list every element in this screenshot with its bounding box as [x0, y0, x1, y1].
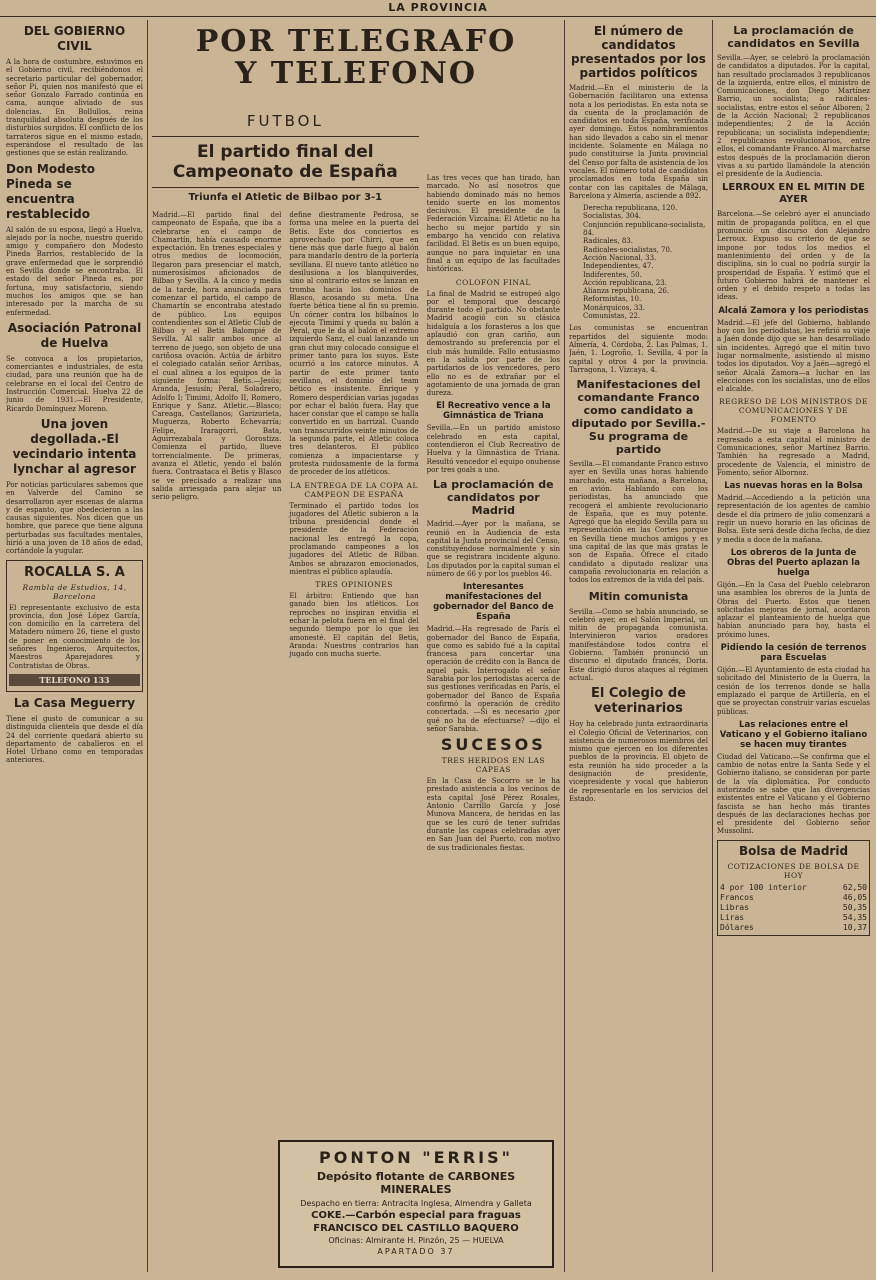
title-por-telegrafo: POR TELEGRAFO: [195, 24, 517, 59]
column-4: [717, 20, 870, 1272]
headline-gobierno-civil: DEL GOBIERNO CIVIL: [23, 24, 126, 53]
article-proclamacion-madrid: Madrid.—Ayer por la mañana, se reunió en la Audiencia de esta capital la Junta provincial del Censo, constituyéndose normalmente y sin que se registrara incidente alguno. Los diputados por la capital suman el número de 66 y por los pueblos 46.: [426, 520, 560, 578]
article-colofon: La final de Madrid se estropeó algo por el temporal que descargó durante todo el partido. No obstante Madrid acogió con su clásica hidalguía a los forasteros a los que aplaudió con gran cariño, aun demostrando su preferencia por el club más humilde. Fallo entusiasmo en la salida por parte de los partidarios de los vencedores, pero ello no es de extrañar por el agotamiento de una jornada de gran dureza.: [426, 289, 560, 398]
ad-ponton-line2: COKE.—Carbón especial para fraguas: [311, 1210, 521, 1221]
headline-tres-heridos: TRES HERIDOS EN LAS CAPEAS: [441, 756, 546, 775]
headline-vaticano: Las relaciones entre el Vaticano y el Gobierno italiano se hacen muy tirantes: [719, 719, 868, 750]
ad-ponton-line5: APARTADO 37: [377, 1247, 455, 1256]
bolsa-name: 4 por 100 interior: [720, 882, 807, 892]
headline-casa-meguerry: La Casa Meguerry: [13, 695, 136, 710]
party-list: [569, 204, 708, 320]
article-cesion-terrenos: Gijón.—El Ayuntamiento de esta ciudad ha solicitado del Ministerio de la Guerra, la cesión de los terrenos donde se halla emplazado el parque de Artillería, en el que se proyectan construir varias escuelas públicas.: [717, 666, 870, 716]
bolsa-madrid-box: [717, 840, 870, 936]
headline-sucesos: SUCESOS: [440, 735, 546, 755]
article-numero-candidatos: Madrid.—En el ministerio de la Gobernación facilitaron una extensa nota a los periodistas. En esta nota se da cuenta de la proclamación de candidatos en toda España, verificada ayer domingo. Estos nombramientos han sido llevados a cabo sin el menor incidente. Solamente en Málaga no pudo constituirse la Junta provincial del Censo por falta de asistencia de los vocales. El número total de candidatos proclamados en toda España sin contar con las capitales de Málaga, Barcelona y Almería, asciende a 892.: [569, 84, 708, 200]
ad-ponton-subtitle: Depósito flotante de CARBONES MINERALES: [316, 1170, 516, 1196]
party-item: Monárquicos, 33.: [583, 303, 645, 312]
article-colegio-veterinarios: Hoy ha celebrado junta extraordinaria el Colegio Oficial de Veterinarios, con asistencia de numerosos miembros del mismo que ejercen en los diferentes pueblos de la provincia. El objeto de esta reunión ha sido proceder a la designación de presidente, vicepresidente y vocal que habieron de representarle en los servicios del Estado.: [569, 720, 708, 803]
headline-regreso-ministros: REGRESO DE LOS MINISTROS DE COMUNICACIONES Y DE FOMENTO: [718, 397, 869, 425]
ad-rocalla-body: El representante exclusivo de esta provincia, don José López García, con domicilio en la carretera del Matadero número 26, tiene el gusto de poner en conocimiento de los señores Ingenieros, Arquitectos, Maestros Aparejadores y Contratistas de Obras.: [9, 603, 140, 670]
party-item: Acción republicana, 23.: [583, 278, 667, 287]
article-alcala-zamora: Madrid.—El jefe del Gobierno, hablando hoy con los periodistas, les refirió su viaje a Jaén donde dijo que se han desarrollado sin incidentes. Agregó que el mitin tuvo lugar normalmente, asistiendo al mismo todos los diputados. Voy a Jaén—agregó el señor Alcalá Zamora—a luchar en las elecciones con los socialistas, uno de ellos el alcalde.: [717, 318, 870, 394]
article-futbol-part3: Las tres veces que han tirado, han marcado. No así nosotros que habiendo dominado más no hemos tenido suerte en los momentos decisivos. El presidente de la Federación Vizcaína: El Atletic no ha hecho su mejor partido y sin embargo ha vencido con relativa facilidad. El Betis es un buen equipo, aunque no para inquietar en una final a un equipo de las facultades históricas.: [426, 174, 560, 274]
ad-ponton-line1: Despacho en tierra: Antracita Inglesa, Almendra y Galleta: [300, 1199, 532, 1208]
column-rule: [712, 20, 713, 1272]
center-columns: [152, 94, 560, 856]
bolsa-row: [720, 883, 867, 893]
article-obreros-puerto: Gijón.—En la Casa del Pueblo celebraron una asamblea los obreros de la Junta de Obras del Puerto. Estos que tienen solicitadas mejoras de jornal, acordaron aplazar el planteamiento de huelga que habían anunciado para hoy, hasta el próximo lunes.: [717, 580, 870, 639]
ad-ponton-line3: FRANCISCO DEL CASTILLO BAQUERO: [313, 1223, 519, 1234]
bolsa-name: Libras: [720, 902, 749, 912]
headline-proclamacion-sevilla: La proclamación de candidatos en Sevilla: [727, 24, 860, 50]
article-proclamacion-sevilla: Sevilla.—Ayer, se celebró la proclamación de candidatos a diputados. Por la capital, han resultado proclamados 3 republicanos de la izquierda, entre ellos, el ministro de Comunicaciones, don Diego Martínez Barrio, un socialista; a radicales-socialistas, entre estos el señor Alboren; 2 de la Acción Nacional; 2 republicanos independientes; 2 de la Acción republicana; un socialista independiente; 2 republicanos revolucionarios, entre ellos, el comandante Franco. Al marcharse estos después de la proclamación dieron vivas a su partido llamándole la atención el presidente de la Audiencia.: [717, 54, 870, 179]
bolsa-value: 62,50: [842, 882, 867, 892]
bolsa-value: 46,05: [842, 892, 867, 902]
headline-asociacion-patronal: Asociación Patronal de Huelva: [7, 320, 142, 350]
column-rule: [147, 20, 148, 1272]
article-asociacion-patronal: Se convoca a los propietarios, comerciantes e industriales, de esta ciudad, para una reunión que ha de celebrarse en el local del Centro de Instrucción Comercial. Huelva 22 de junio de 1931.—El Presidente, Ricardo Domínguez Moreno.: [6, 354, 143, 413]
party-item: Derecha republicana, 120.: [583, 204, 678, 213]
futbol-block: [152, 94, 419, 856]
bolsa-name: Dólares: [720, 922, 754, 932]
bolsa-value: 54,35: [842, 912, 867, 922]
party-item: Acción Nacional, 33.: [583, 253, 657, 262]
party-item: Reformistas, 10.: [583, 295, 642, 304]
headline-recreativo: El Recreativo vence a la Gimnástica de Triana: [436, 401, 551, 422]
center-section: [152, 20, 560, 1272]
headline-proclamacion-madrid: La proclamación de candidatos por Madrid: [433, 478, 554, 518]
column-rule: [564, 20, 565, 1272]
headline-joven-degollada: Una joven degollada.-El vecindario intenta lynchar al agresor: [12, 416, 137, 476]
headline-alcala-zamora: Alcalá Zamora y los periodistas: [718, 305, 869, 316]
article-modesto-pineda: Al salón de su esposa, llegó a Huelva, alejado por la noche, nuestro querido amigo y compañero don Modesto Pineda Barrios, restablecido de la grave enfermedad que le sorprendió en Sevilla donde se encontraba. El estado del señor Pineda es, por fortuna, muy satisfactorio, siendo muchos los amigos que se han interesado por la marcha de su enfermedad.: [6, 225, 143, 317]
headline-partido-final: El partido final del Campeonato de España: [152, 136, 419, 188]
ad-rocalla-phone: TELEFONO 133: [9, 674, 140, 686]
column-1: [6, 20, 143, 1272]
headline-comandante-franco: Manifestaciones del comandante Franco como candidato a diputado por Sevilla.-Su programa de partido: [571, 378, 706, 457]
party-item: Indiferentes, 50.: [583, 270, 642, 279]
article-joven-degollada: Por noticias particulares sabemos que en Valverde del Camino se desarrollaron ayer escenas de alarma y de espanto, que obedecieron a las causas siguientes. Nos dicen que un hombre, que parece que tiene alguna perturbadas sus facultades mentales, hirió a una joven de 18 años de edad, cortándole la yugular.: [6, 480, 143, 556]
article-futbol-part2: define diestramente Pedrosa, se forma una melee en la puerta del Betis. Este dos conciertos es aprovechado por Chirri, que en tiene más que darle fuego al balón para mandarlo dentro de la portería sevillana. El nuevo tanto atlético no desilusiona a los blanquiverdes, sino al contrario estos se lanzan en tromba hacia los dominios de Blasco, acosando su meta. Una fuerte bética tiene al fin su premio. Un córner contra los bilbaínos lo ejecuta Timimi y queda su balón a Peral, que le da al balón el extremo izquierdo Sanz, el cual lanzando un gran chut muy colocado consigue el primer tanto para los suyos. Este ocurrió a los catorce minutos. A partir de este primer tanto sevillano, el dominio del team bético es insistente. Enrique y Romero desperdician varias jugadas por echar el balón fuera. Hay que hacer constar que el campo se halla convertido en un barrizal. Cuando van transcurridos veinte minutos de la segunda parte, el Atletic coloca tres delanteros. El público comienza a impacientarse y protesta ruidosamente de la forma de proceder de los atléticos.: [289, 211, 419, 477]
article-regreso-ministros: Madrid.—De su viaje a Barcelona ha regresado a esta capital el ministro de Comunicaciones, señor Martínez Barrio. También ha regresado a Madrid, procedente de Valencia, el ministro de Fomento, señor Albornoz.: [717, 427, 870, 477]
headline-modesto-pineda: Don Modesto Pineda se encuentra restablecido: [6, 161, 95, 221]
ad-rocalla: [6, 560, 143, 692]
headline-obreros-puerto: Los obreros de la Junta de Obras del Puerto aplazan la huelga: [727, 547, 860, 578]
bolsa-value: 50,35: [842, 902, 867, 912]
futbol-col-a: [152, 211, 281, 663]
headline-banco-espana: Interesantes manifestaciones del gobernador del Banco de España: [433, 582, 554, 623]
ad-rocalla-subtitle: Rambla de Estudios, 14, Barcelona: [22, 582, 127, 601]
article-tres-opiniones: El árbitro: Entiendo que han ganado bien los atléticos. Los reproches no inspiran envidia el echar la pelota fuera en el final del segundo tiempo por lo que les amonesté. El capitán del Betis, Aranda: Nuestros contrarios han jugado con mucha suerte.: [289, 592, 419, 659]
bolsa-row: [720, 903, 867, 913]
ad-ponton-line4: Oficinas: Almirante H. Pinzón, 25 — HUELVA: [328, 1236, 504, 1245]
headline-mitin-comunista: Mitin comunista: [588, 589, 689, 603]
article-gobierno-civil: A la hora de costumbre, estuvimos en el Gobierno civil, recibiéndonos el secretario particular del gobernador, señor Pi, quien nos manifestó que el señor Gonzalo Farrado continúa en cama, aunque aliviado de sus dolencias. En Bollullos, reina tranquilidad absoluta después de los disturbios surgidos. El conflicto de los tarrateros sigue en el mismo estado, esperándose el resultado de las gestiones que se están realizando.: [6, 58, 143, 158]
bolsa-title: Bolsa de Madrid: [738, 843, 849, 858]
party-item: Alianza republicana, 26.: [583, 287, 670, 296]
bolsa-row: [720, 893, 867, 903]
title-y-telefono: Y TELEFONO: [235, 56, 477, 91]
party-item: Radicales-socialistas, 70.: [583, 245, 673, 254]
futbol-text-columns: [152, 211, 419, 663]
headline-entrega-copa: LA ENTREGA DE LA COPA AL CAMPEON DE ESPAÑA: [290, 480, 418, 499]
headline-horas-bolsa: Las nuevas horas en la Bolsa: [724, 481, 863, 492]
headline-colegio-veterinarios: El Colegio de veterinarios: [591, 686, 686, 717]
subheadline-triunfa-atletic: Triunfa el Atletic de Bilbao por 3-1: [188, 192, 383, 203]
article-comandante-franco: Sevilla.—El comandante Franco estuvo ayer en Sevilla unas horas habiendo marchado, esta mañana, a Barcelona, en avión. Hablando con los periodistas, ha anunciado que recogerá el ambiente revolucionario de España, que es muy potente. Agregó que ha elegido Sevilla para su representación en las Cortes porque en Sevilla tiene muchos amigos y es una capital de las que más gratas le son de España. Ofrece el citado candidato a diputado realizar una campaña revolucionaria en relación a todos los extremos de la vida del país.: [569, 460, 708, 585]
article-casa-meguerry: Tiene el gusto de comunicar a su distinguida clientela que desde el día 24 del corriente quedará abierto su departamento de caballeros en el Hotel Urbano como en temporadas anteriores.: [6, 714, 143, 765]
article-tres-heridos: En la Casa de Socorro se le ha prestado asistencia a los vecinos de esta capital José Pérez Rosales, Antonio Carrillo García y José Munova Mancera, de heridas en las que se les curó de tener sufridas durante las capeas celebradas ayer en San Juan del Puerto, con motivo de sus tradicionales fiestas.: [426, 777, 560, 852]
futbol-col-b: [289, 211, 418, 663]
section-futbol: FUTBOL: [246, 112, 324, 130]
party-item: Conjunción republicano-socialista, 84.: [583, 220, 706, 238]
article-mitin-comunista: Sevilla.—Como se había anunciado, se celebró ayer, en el Salón Imperial, un mitin de propaganda comunista. Intervinieron varios oradores manifestándose todos contra el Gobierno. También pronunció un discurso el diputado francés, Doria. Este dirigió duros ataques al régimen actual.: [569, 607, 708, 682]
column-3: [569, 20, 708, 1272]
party-item: Comunistas, 22.: [583, 312, 641, 321]
ad-ponton-title: PONTON "ERRIS": [319, 1148, 513, 1167]
masthead: LA PROVINCIA: [0, 0, 876, 17]
party-item: Radicales, 83.: [583, 237, 633, 246]
ad-rocalla-title: ROCALLA S. A: [24, 564, 125, 580]
headline-colofon: COLOFON FINAL: [455, 277, 531, 287]
article-recreativo: Sevilla.—En un partido amistoso celebrado en esta capital, contendieron el Club Recreativo de Huelva y la Gimnástica de Triana. Resultó vencedor el equipo onubense por tres goals a uno.: [426, 424, 560, 474]
article-entrega-copa: Terminado el partido todos los jugadores del Atletic subieron a la tribuna presidencial donde el presidente de la Federación nacional les entregó la copa, proclamando campeones a los jugadores del Atletic de Bilbao. Ambos se abrazaron emocionados, mientras el público aplaudía.: [289, 501, 419, 576]
party-item: Independientes, 47.: [583, 262, 654, 271]
article-banco-espana: Madrid.—Ha regresado de París el gobernador del Banco de España, que como es sabido fué a la capital francesa para concertar una operación de crédito con la Banca de aquel país. Interrogado el señor Sarabia por los periodistas acerca de sus gestiones verificadas en París, el gobernador del Banco de España confirmó la operación de crédito concertada. —Si es necesario ¿por qué no ha de efectuarse? —dijo el señor Sarabia.: [426, 625, 560, 733]
article-comunistas-reparto: Los comunistas se encuentran repartidos del siguiente modo: Almería, 4. Córdoba, 2. Las Palmas, 1. Jaén, 1. Logroño, 1. Sevilla, 4 por la capital y otros 4 por la provincia. Tarragona, 1. Vizcaya, 4.: [569, 324, 708, 374]
bolsa-name: Francos: [720, 892, 754, 902]
headline-numero-candidatos: El número de candidatos presentados por los partidos políticos: [571, 24, 706, 80]
headline-cesion-terrenos: Pidiendo la cesión de terrenos para Escuelas: [720, 643, 867, 664]
bolsa-row: [720, 913, 867, 923]
bolsa-table: [720, 883, 867, 933]
bolsa-name: Liras: [720, 912, 745, 922]
headline-lerroux: LERROUX EN EL MITIN DE AYER: [722, 182, 865, 206]
headline-tres-opiniones: TRES OPINIONES: [315, 580, 393, 590]
party-item: Socialistas, 304.: [583, 212, 642, 221]
bolsa-subtitle: COTIZACIONES DE BOLSA DE HOY: [727, 861, 860, 880]
ad-ponton-erris: [278, 1140, 554, 1268]
article-vaticano: Ciudad del Vaticano.—Se confirma que el cambio de notas entre la Santa Sede y el Gobierno italiano, se consideran por parte de la vía diplomática. Por conducto autorizado se sabe que las divergencias existentes entre el Vaticano y el Gobierno fascista se han hecho más tirantes después de las declaraciones hechas por el presidente del Gobierno señor Mussolini.: [717, 752, 870, 836]
bolsa-value: 10,37: [842, 922, 867, 932]
bolsa-row: [720, 923, 867, 933]
article-horas-bolsa: Madrid.—Accediendo a la petición una representación de los agentes de cambio desde el día primero de julio comenzará a regir un nuevo horario en las oficinas de Bolsa. Este será desde dicha fecha, de diez y media a doce de la mañana.: [717, 494, 870, 544]
article-futbol-part1: Madrid.—El partido final del campeonato de España, que iba a celebrarse en el campo de Chamartín, había causado enorme expectación. En trenes especiales y otros medios de locomoción, llegaron para presenciar el match, numerosísimos aficionados de Bilbao y Sevilla. A la cinco y media de la tarde, hora anunciada para comenzar el partido, el campo de Chamartín se encontraba atestado de público. Los equipos contendientes son el Atletic Club de Bilbao y el Betis Balompié de Sevilla. Al salir ambos once al terreno de juego, son objeto de una cariñosa ovación. Actúa de árbitro el colegiado catalán señor Arribas, el cual alinea a los equipos de la siguiente forma: Betis.—Jesús; Aranda, Jesusín; Peral, Soladrero, Adolfo I; Timimi, Adolfo II, Romero, Enrique y Sanz. Atletic.—Blasco; Careaga, Castellanos; Garizurieta, Muguerza, Roberto Echevarría; Felipe, Iraragorri, Bata, Aguirrezabala y Gorostiza. Comienza el partido, llueve torrencialmente. De primeras, avanza el Atletic, yendo el balón fuera. Contraataca el Betis y Blasco se ve precisado a realizar una salida arriesgada para alejar un serio peligro.: [152, 211, 282, 502]
article-lerroux: Barcelona.—Se celebró ayer el anunciado mitin de propaganda política, en el que pronunció un discurso don Alejandro Lerroux. Expuso su criterio de que se impone por todos los medios el mantenimiento del orden y de la disciplina, sin lo cual no podría surgir la prosperidad de España. Y estimó que el futuro Gobierno habrá de mantener el orden y el debido respeto a todas las ideas.: [717, 210, 870, 302]
center-right-column: [427, 94, 560, 856]
